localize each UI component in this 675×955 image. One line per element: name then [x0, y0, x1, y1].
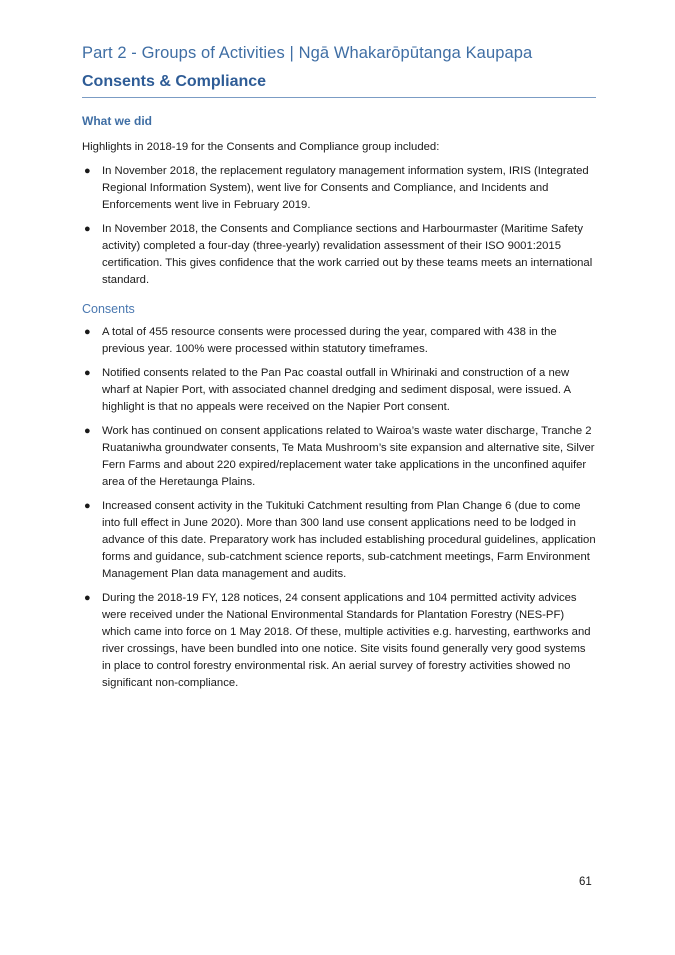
bullet-icon: ● — [84, 367, 91, 379]
list-item — [82, 221, 596, 289]
page-number: 61 — [579, 876, 592, 888]
part-title: Part 2 - Groups of Activities | Ngā Whakarōpūtanga Kaupapa — [82, 44, 533, 62]
list-item-text: Increased consent activity in the Tukituki Catchment resulting from Plan Change 6 (due to come into full effect in June 2020). More than 300 land use consent applications need to be lodged in advance of this date. Preparatory work has included establishing procedural guidelines, application forms and guidance, sub-catchment science reports, sub-catchment meetings, Farm Environment Management Plan data management and audits. — [102, 500, 596, 580]
bullet-icon: ● — [84, 223, 91, 235]
list-item-text: Work has continued on consent applications related to Wairoa’s waste water discharge, Tranche 2 Ruataniwha groundwater consents, Te Mata Mushroom’s site expansion and alternative site, Silver Fern Farms and about 220 expired/replacement water take applications in the unconfined aquifer area of the Heretaunga Plains. — [102, 425, 595, 488]
list-item — [82, 423, 596, 491]
bullet-icon: ● — [84, 500, 91, 512]
list-item — [82, 163, 596, 214]
list-item-text: Notified consents related to the Pan Pac coastal outfall in Whirinaki and construction of a new wharf at Napier Port, with associated channel dredging and sediment disposal, were issued. A highlight is that no appeals were received on the Napier Port consent. — [102, 367, 571, 413]
bullet-icon: ● — [84, 592, 91, 604]
consents-heading: Consents — [82, 302, 135, 316]
list-item-text: During the 2018-19 FY, 128 notices, 24 consent applications and 104 permitted activity advices were received under the National Environmental Standards for Plantation Forestry (NES-PF) which came into force on 1 May 2018. Of these, multiple activities e.g. harvesting, earthworks and river crossings, have been bundled into one notice. Site visits found generally very good systems in place to control forestry environmental risk. An aerial survey of forestry activities showed no significant non-compliance. — [102, 592, 591, 689]
list-item — [82, 590, 596, 692]
highlights-list — [82, 163, 596, 289]
highlights-intro: Highlights in 2018-19 for the Consents and Compliance group included: — [82, 141, 440, 153]
list-item — [82, 365, 596, 416]
bullet-icon: ● — [84, 326, 91, 338]
list-item-text: In November 2018, the Consents and Compliance sections and Harbourmaster (Maritime Safety activity) completed a four-day (three-yearly) revalidation assessment of their ISO 9001:2015 certification. This gives confidence that the work carried out by these teams meets an international standard. — [102, 223, 593, 286]
page-content — [82, 113, 596, 699]
list-item — [82, 324, 596, 358]
list-item-text: A total of 455 resource consents were processed during the year, compared with 438 in the previous year. 100% were processed within statutory timeframes. — [102, 326, 557, 355]
list-item — [82, 498, 596, 583]
title-divider — [82, 97, 596, 98]
list-item-text: In November 2018, the replacement regulatory management information system, IRIS (Integrated Regional Information System), went live for Consents and Compliance, and Incidents and Enforcements went live in February 2019. — [102, 165, 589, 211]
section-title: Consents & Compliance — [82, 73, 267, 90]
consents-list — [82, 324, 596, 692]
bullet-icon: ● — [84, 165, 91, 177]
bullet-icon: ● — [84, 425, 91, 437]
what-we-did-heading: What we did — [82, 114, 152, 128]
